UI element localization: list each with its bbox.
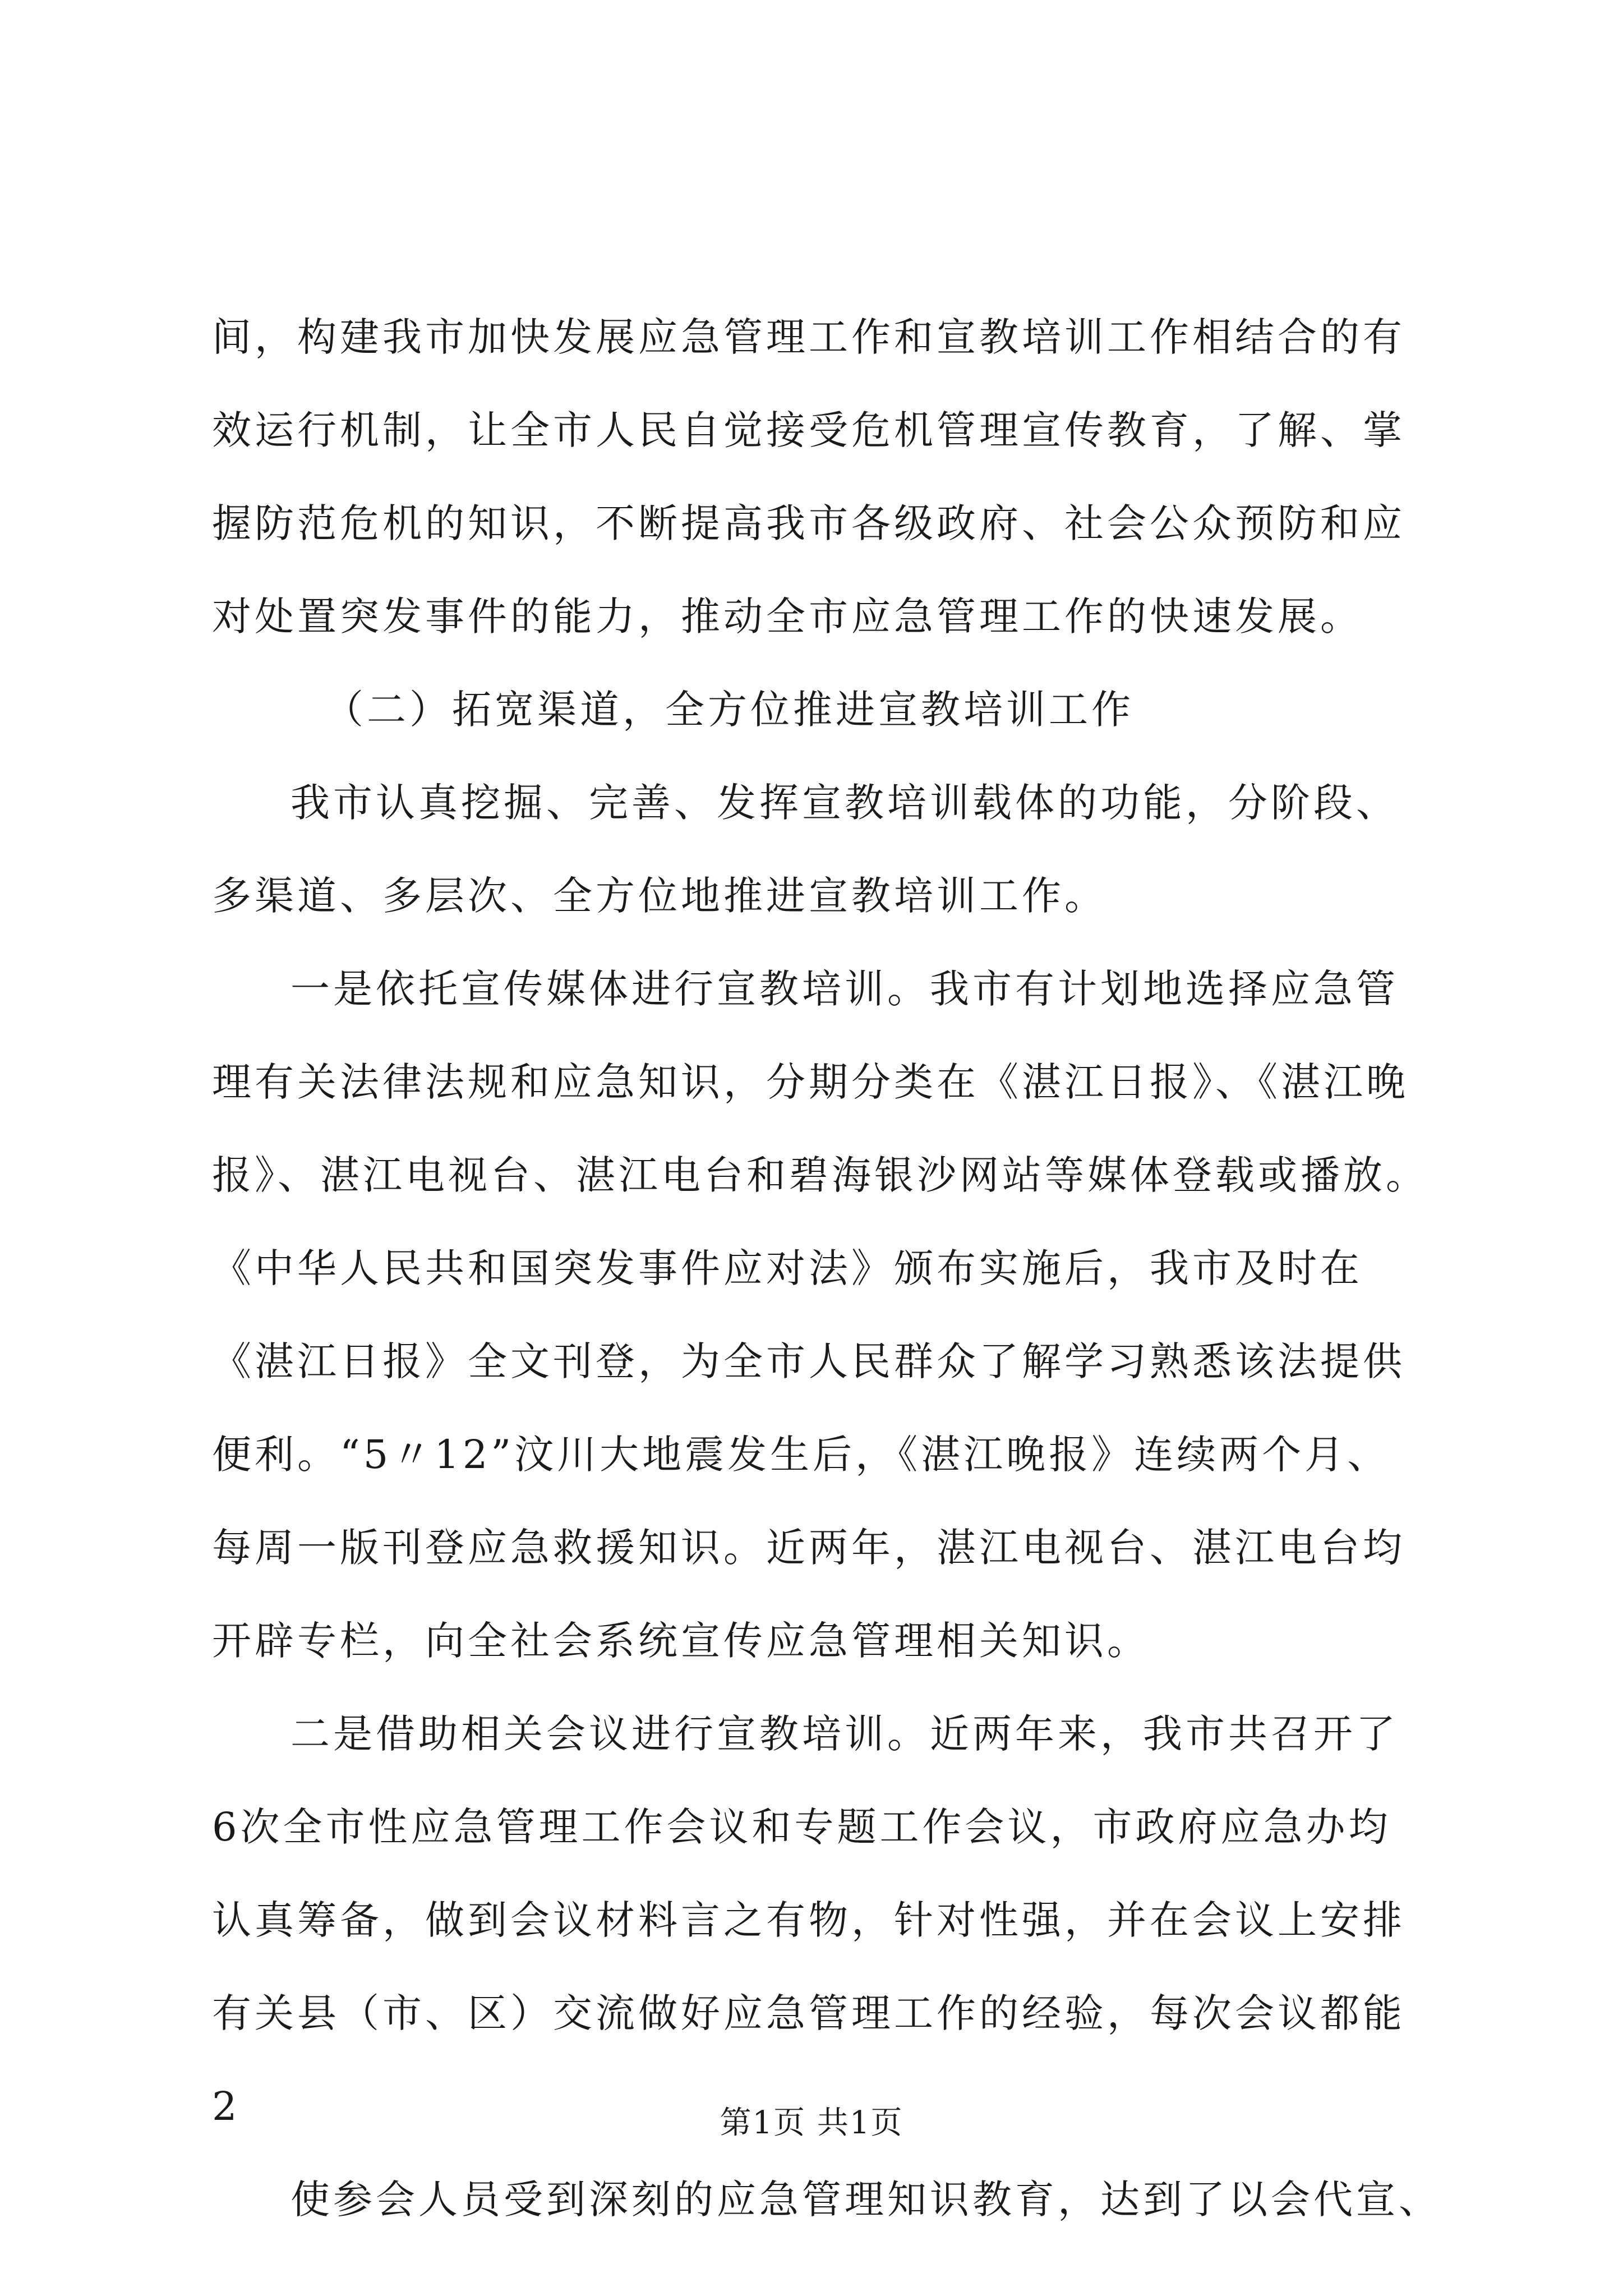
paragraph-start: 二是借助相关会议进行宣教培训。近两年来，我市共召开了 [291, 1711, 1399, 1757]
text-line: 理有关法律法规和应急知识，分期分类在《湛江日报》、《湛江晚 [212, 1059, 1409, 1105]
section-heading: （二）拓宽渠道，全方位推进宣教培训工作 [324, 687, 1134, 733]
paragraph-start: 使参会人员受到深刻的应急管理知识教育，达到了以会代宣、 [291, 2177, 1441, 2223]
text-line: 6次全市性应急管理工作会议和专题工作会议，市政府应急办均 [212, 1804, 1391, 1850]
text-line: 多渠道、多层次、全方位地推进宣教培训工作。 [212, 873, 1107, 919]
text-line: 《中华人民共和国突发事件应对法》颁布实施后，我市及时在 [212, 1245, 1363, 1291]
text-line: 报》、湛江电视台、湛江电台和碧海银沙网站等媒体登载或播放。 [212, 1152, 1428, 1198]
text-line: 效运行机制，让全市人民自觉接受危机管理宣传教育，了解、掌 [212, 407, 1405, 453]
text-line: 握防范危机的知识，不断提高我市各级政府、社会公众预防和应 [212, 500, 1405, 546]
text-line: 便利。“5〃12”汶川大地震发生后，《湛江晚报》连续两个月、 [212, 1432, 1390, 1478]
text-line: 开辟专栏，向全社会系统宣传应急管理相关知识。 [212, 1618, 1150, 1664]
text-line: 《湛江日报》全文刊登，为全市人民群众了解学习熟悉该法提供 [212, 1338, 1405, 1384]
paragraph-start: 我市认真挖掘、完善、发挥宣教培训载体的功能，分阶段、 [291, 780, 1399, 826]
paragraph-start: 一是依托宣传媒体进行宣教培训。我市有计划地选择应急管 [291, 966, 1399, 1012]
text-line: 有关县（市、区）交流做好应急管理工作的经验，每次会议都能 [212, 1990, 1405, 2036]
text-line: 对处置突发事件的能力，推动全市应急管理工作的快速发展。 [212, 593, 1363, 639]
text-line: 间，构建我市加快发展应急管理工作和宣教培训工作相结合的有 [212, 314, 1405, 360]
page-footer: 第1页 共1页 [720, 2105, 903, 2141]
text-line: 认真筹备，做到会议材料言之有物，针对性强，并在会议上安排 [212, 1897, 1405, 1943]
document-body [212, 291, 1441, 2246]
text-line: 每周一版刊登应急救援知识。近两年，湛江电视台、湛江电台均 [212, 1525, 1405, 1571]
inline-page-number: 2 [212, 2083, 237, 2129]
